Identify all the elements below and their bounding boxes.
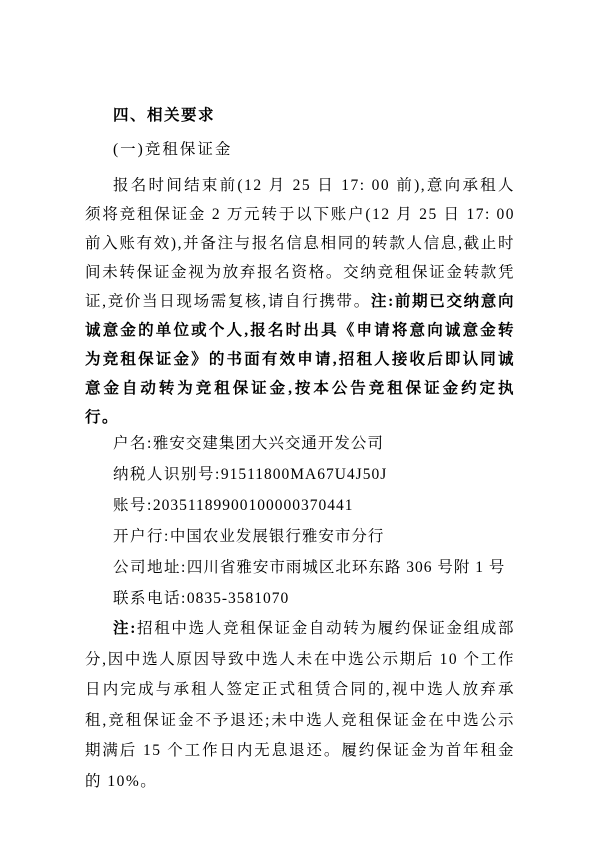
forfeiture-note-paragraph <box>85 614 515 797</box>
subsection-heading: (一)竞租保证金 <box>113 141 233 158</box>
account-holder-value: 雅安交建集团大兴交通开发公司 <box>152 435 384 452</box>
company-address-label: 公司地址: <box>113 559 187 576</box>
taxpayer-id-label: 纳税人识别号: <box>113 466 221 483</box>
detail-taxpayer-id <box>85 459 515 490</box>
detail-company-address <box>85 552 515 583</box>
account-number-value: 20351189900100000370441 <box>152 497 354 514</box>
bank-name-label: 开户行: <box>113 528 170 545</box>
section-heading: 四、相关要求 <box>113 107 216 124</box>
bank-name-value: 中国农业发展银行雅安市分行 <box>169 528 385 545</box>
note-label: 注: <box>113 620 137 637</box>
deposit-terms-text: 报名时间结束前(12 月 25 日 17: 00 前),意向承租人须将竞租保证金 2 万元转于以下账户(12 月 25 日 17: 00 前入账有效),并备注与报名信息相同的转款人信息,截止时间未转保证金视为放弃报名资格。交纳竞租保证金转款凭证,竞价当日现场需复核,请自行携带。 <box>85 177 515 310</box>
contact-phone-label: 联系电话: <box>113 590 187 607</box>
company-address-value: 四川省雅安市雨城区北环东路 306 号附 1 号 <box>186 559 506 576</box>
detail-contact-phone <box>85 583 515 614</box>
contact-phone-value: 0835-3581070 <box>186 590 290 607</box>
detail-account-holder <box>85 428 515 459</box>
account-holder-label: 户名: <box>113 435 153 452</box>
deposit-terms-bold-note: 注:前期已交纳意向诚意金的单位或个人,报名时出具《申请将意向诚意金转为竞租保证金》的书面有效申请,招租人接收后即认同诚意金自动转为竞租保证金,按本公告竞租保证金约定执行。 <box>85 293 515 426</box>
deposit-terms-paragraph <box>85 171 515 432</box>
bank-account-details <box>85 428 515 614</box>
taxpayer-id-value: 91511800MA67U4J50J <box>220 466 388 483</box>
detail-bank-name <box>85 521 515 552</box>
account-number-label: 账号: <box>113 497 153 514</box>
detail-account-number <box>85 490 515 521</box>
note-text: 招租中选人竞租保证金自动转为履约保证金组成部分,因中选人原因导致中选人未在中选公示期后 10 个工作日内完成与承租人签定正式租赁合同的,视中选人放弃承租,竞租保证金不予退还;未中选人竞租保证金在中选公示期满后 15 个工作日内无息退还。履约保证金为首年租金的 10%。 <box>85 620 515 790</box>
